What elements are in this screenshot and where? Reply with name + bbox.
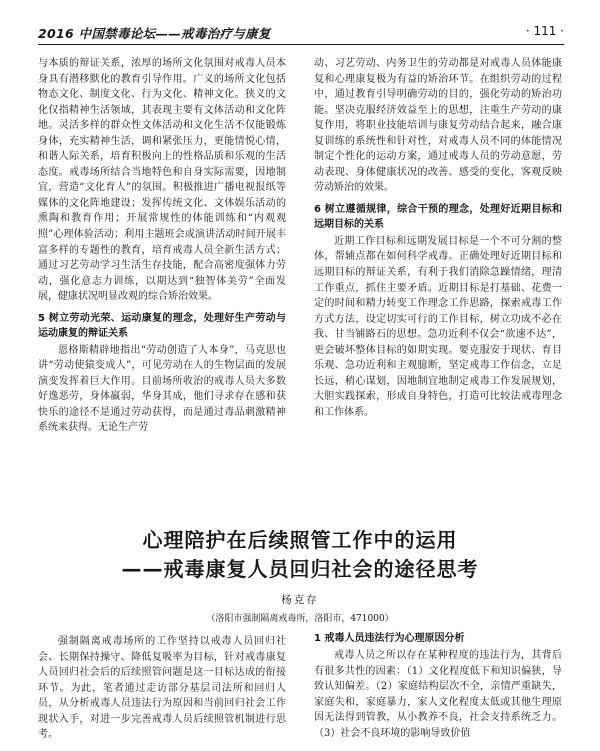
bottom-right-column	[314, 629, 562, 747]
body-paragraph: 恩格斯精辟地指出“劳动创造了人本身”，马克思也讲“劳动使猿变成人”，可见劳动在人的生物层面的发展演变发挥着巨大作用。目前场所收治的戒毒人员大多数好逸恶劳，身体羸弱，华身其成，他们寻求存在感和获快乐的途径不是通过劳动获得，而是通过毒品刺激精神系统来获得。无论生产劳	[38, 344, 286, 434]
running-title: 2016 中国禁毒论坛——戒毒治疗与康复	[38, 26, 271, 41]
header-rule	[38, 44, 564, 45]
running-header	[38, 20, 564, 42]
body-paragraph: 戒毒人员之所以存在某种程度的违法行为，其背后有很多共性的因素：（1）文化程度低下和知识偏狭，导致认知偏差。（2）家庭结构层次不全，亲情严重缺失，家庭失和，家庭暴力，家人文化程度太低或其他生理原因无法得到管教，从小教养不良，社会支持系统乏力。（3）社会不良环境的影响导致价值	[314, 650, 562, 739]
body-paragraph: 动、习艺劳动、内务卫生的劳动都是对戒毒人员体能康复和心理康复极为有益的矫治环节。在组织劳动的过程中，通过教育引导明确劳动的目的，强化劳动的矫治功能。坚决克服经济效益至上的思想，注重生产劳动的康复作用，将职业技能培训与康复劳动结合起来，融合康复训练的系统性和针对性，对戒毒人员不同的体能情况制定个性化的运动方案，通过戒毒人员的劳动意愿，劳动表现、身体健康状况的改善、感受的变化，客观反映劳动矫治的效果。	[314, 58, 562, 194]
article-title: 心理陪护在后续照管工作中的运用	[142, 528, 458, 552]
body-paragraph: 近期工作目标和远期发展目标是一个不可分割的整体，帮辅点都在如何科学戒毒。正确处理好近期目标和远期目标的辩证关系，有利于我们消除急躁情绪，理清工作重点，抓住主要矛盾。近期目标是打基础、花费一定的时间和精力转变工作理念工作思路，探索戒毒工作方式方法，设定切实可行的工作目标，树立功成不必在我、甘当铺路石的思想。急功近利不仅会“欲速不达”，更会破坏整体目标的如期实现。要克服安于现状、育目乐观、急功近利和主观臆断，坚定戒毒工作信念，立足长远，稍心谋划，因地制宜地制定戒毒工作发展规划，大胆实践探索，形成自身特色，打造可比较法戒毒理念和工作体系。	[314, 235, 562, 418]
author-affiliation: （洛阳市强制隔离戒毒所，洛阳市，471000）	[206, 614, 394, 624]
top-right-column	[314, 56, 562, 460]
page-number: · 111 ·	[525, 24, 564, 38]
section-heading-6: 6 树立遵循规律，综合干预的理念，处理好近期目标和远期目标的关系	[314, 203, 562, 230]
top-left-column	[38, 56, 286, 460]
article-subtitle: ——戒毒康复人员回归社会的途径思考	[121, 557, 479, 581]
section-heading-1: 1 戒毒人员违法行为心理原因分析	[314, 633, 465, 644]
author-name: 杨克存	[281, 594, 319, 606]
body-paragraph: 与本质的辩证关系，浓厚的场所文化氛围对戒毒人员本身具有潜移默化的教育引导作用。广义的场所文化包括物态文化、制度文化、行为文化、精神文化。狭义的文化仅指精神生活领域，其表现主要有文体活动和文化阵地。灵活多样的群众性文体活动和文化生活不仅能锻炼身体，充实精神生活，调和紧张压力，更能情悦心情，和谐人际关系，培育积极向上的性格品质和乐观的生活态度。戒毒场所结合当地特色和自身实际需要，因地制宜，营造“文化育人”的氛围。积极推进广播电视报纸等媒体的文化阵地建设；发挥传统文化、文体娱乐活动的熏陶和教育作用；开展常规性的体能训练和“内观观照”心理体验活动；利用主题班会或演讲活动时间开展丰富多样的专题性的教育，培育戒毒人员全新生活方式；通过习艺劳动学习生活生存技能，配合高密度强体力劳动，强化意志力训练，以期达到“独智体美劳”全面发展，健康状况明显改观的综合矫治效果。	[38, 58, 286, 303]
bottom-left-column	[38, 634, 286, 746]
section-heading-5: 5 树立劳动光荣、运动康复的理念，处理好生产劳动与运动康复的辩证关系	[38, 312, 286, 339]
body-paragraph: 强制隔离戒毒场所的工作坚持以戒毒人员回归社会、长期保持操守、降低复吸率为目标，针对戒毒康复人员回归社会后的后续照管问题是这一目标达成的衔接环节。为此，笔者通过走访部分基层司法所和回归人员，从分析戒毒人员违法行为原因和当前回归社会工作现状入手，对进一步完善戒毒人员后续照管机制进行思考。	[38, 636, 286, 741]
